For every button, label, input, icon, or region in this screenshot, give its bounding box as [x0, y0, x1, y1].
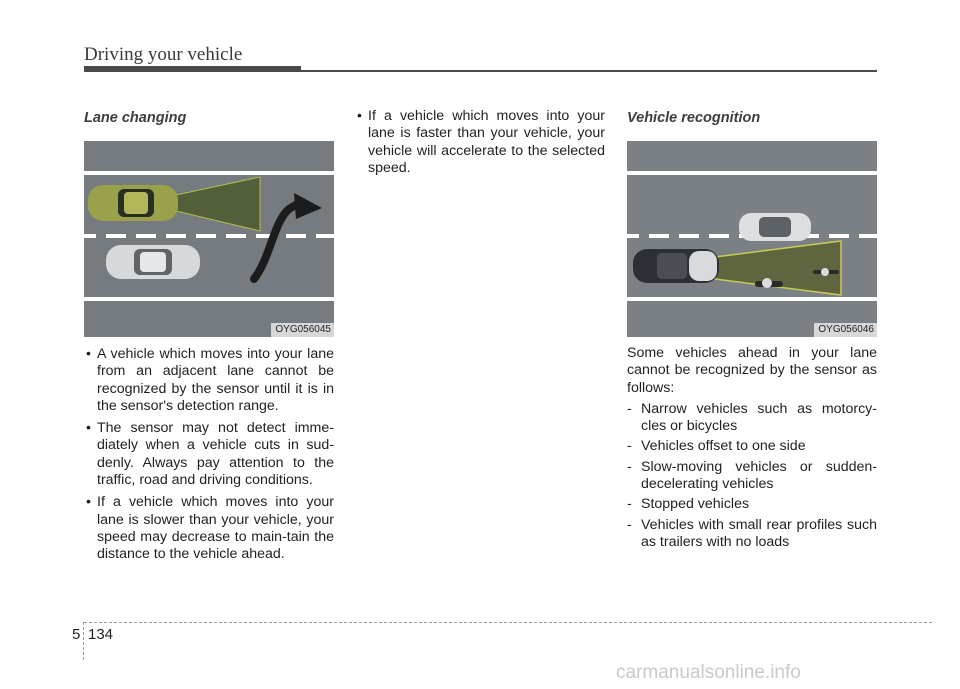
footer-divider — [83, 622, 84, 660]
figure-code: OYG056046 — [814, 323, 877, 337]
car-ahead — [739, 213, 811, 241]
page-number: 134 — [88, 626, 114, 643]
list-item: - Slow-moving vehicles or sudden-decelerating vehicles — [627, 459, 877, 494]
list-item: • If a vehicle which moves into your lane is faster than your vehicle, your vehicle will accelerate to the selected speed. — [355, 108, 605, 177]
own-car — [633, 249, 719, 283]
header-rule — [301, 70, 877, 72]
bullet-list — [355, 108, 605, 177]
figure-code: OYG056045 — [271, 323, 334, 337]
watermark: carmanualsonline.info — [616, 662, 801, 683]
header-bar — [84, 66, 301, 72]
middle-section — [355, 108, 605, 182]
section-heading: Lane changing — [84, 110, 187, 126]
header-title: Driving your vehicle — [84, 44, 243, 65]
bullet-list — [84, 346, 334, 564]
list-item: - Vehicles with small rear profiles such as trailers with no loads — [627, 517, 877, 552]
chapter-number: 5 — [72, 626, 81, 643]
list-item: - Stopped vehicles — [627, 496, 877, 513]
lane-changing-figure — [84, 141, 334, 337]
list-item: • The sensor may not detect imme-diately when a vehicle cuts in sud-denly. Always pay attention to the traffic, road and driving conditions. — [84, 420, 334, 489]
vehicle-recognition-section — [627, 110, 877, 554]
lane-changing-section — [84, 110, 334, 569]
other-car — [106, 245, 200, 279]
list-item: • A vehicle which moves into your lane from an adjacent lane cannot be recognized by the sensor until it is in the sensor's detection range. — [84, 346, 334, 415]
vehicle-recognition-figure — [627, 141, 877, 337]
list-item: • If a vehicle which moves into your lane is slower than your vehicle, your speed may decrease to main-tain the distance to the vehicle ahead. — [84, 494, 334, 563]
list-item: - Narrow vehicles such as motorcy-cles or bicycles — [627, 401, 877, 436]
dash-list — [627, 401, 877, 551]
footer-rule — [84, 622, 932, 623]
section-heading: Vehicle recognition — [627, 110, 761, 126]
list-item: - Vehicles offset to one side — [627, 438, 877, 455]
intro-paragraph: Some vehicles ahead in your lane cannot be recognized by the sensor as follows: — [627, 345, 877, 396]
own-car — [88, 185, 178, 221]
